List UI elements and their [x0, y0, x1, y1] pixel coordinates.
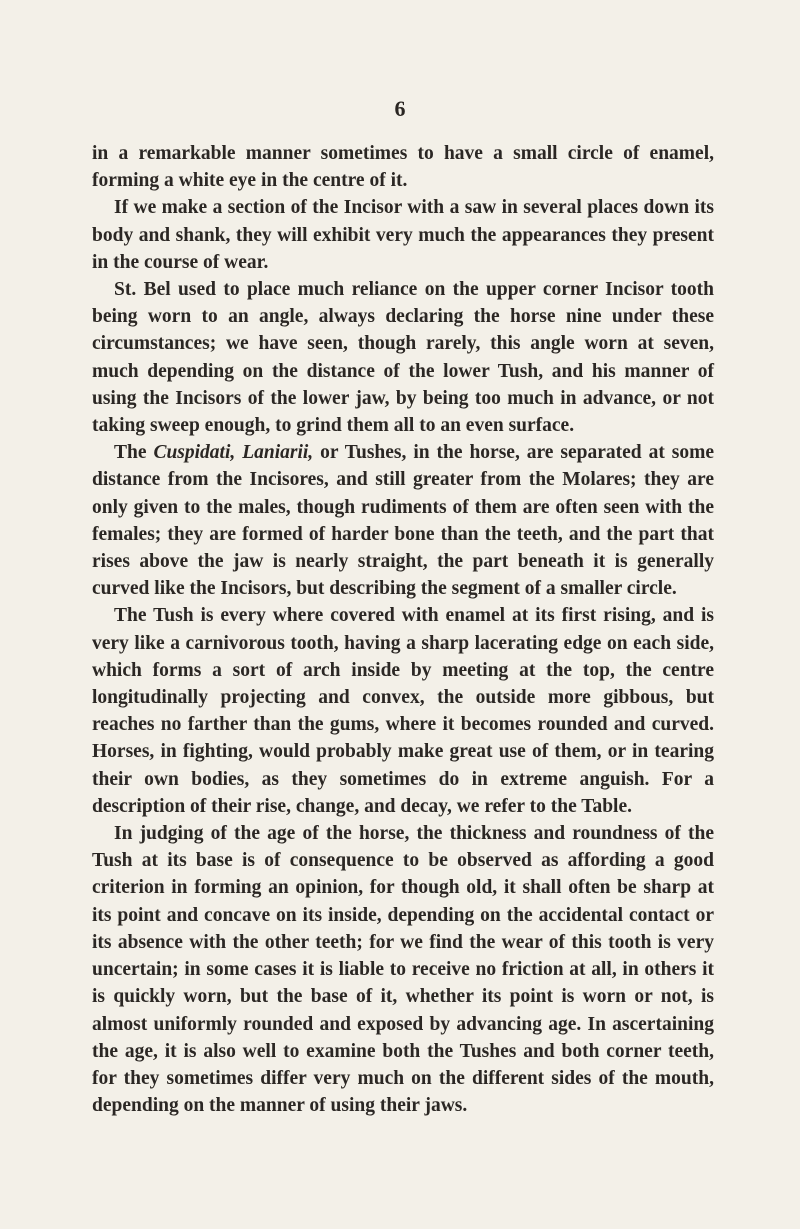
page-number: 6 — [394, 96, 406, 121]
paragraph-st-bel: St. Bel used to place much reliance on the upper corner Incisor tooth being worn to an angle, always declaring the horse nine under these circumstances; we have seen, though rarely, this angle worn at seven, much depending on the distance of the lower Tush, and his manner of using the Incisors of the lower jaw, by being too much in advance, or not taking sweep enough, to grind them all to an even surface. — [92, 279, 714, 437]
paragraph-cuspidati-lead: The — [114, 442, 154, 464]
paragraph-incisor-section: If we make a section of the Incisor with a saw in several places down its body and shank, they will exhibit very much the appearances they present in the course of wear. — [92, 197, 714, 273]
latin-terms: Cuspidati, Laniarii, — [153, 442, 314, 464]
paragraph-continuation: in a remarkable manner sometimes to have a small circle of enamel, forming a white eye in the centre of it. — [92, 143, 714, 192]
paragraph-tush-enamel: The Tush is every where covered with enamel at its first rising, and is very like a carnivorous tooth, having a sharp lacerating edge on each side, which forms a sort of arch inside by meeting at the top, the centre longitudinally projecting and convex, the outside more gibbous, but reaches no farther than the gums, where it becomes rounded and curved. Horses, in fighting, would probably make great use of them, or in tearing their own bodies, as they sometimes do in extreme anguish. For a description of their rise, change, and decay, we refer to the Table. — [92, 605, 714, 817]
body-text — [92, 140, 714, 1119]
paragraph-cuspidati-rest: or Tushes, in the horse, are separated at some distance from the Incisores, and still greater from the Molares; they are only given to the males, though rudiments of them are often seen with the females; they are formed of harder bone than the teeth, and the part that rises above the jaw is nearly straight, the part beneath it is generally curved like the Incisors, but describing the segment of a smaller circle. — [92, 442, 714, 600]
paragraph-judging-age: In judging of the age of the horse, the thickness and roundness of the Tush at its base is of consequence to be observed as affording a good criterion in forming an opinion, for though old, it shall often be sharp at its point and concave on its inside, depending on the accidental contact or its absence with the other teeth; for we find the wear of this tooth is very uncertain; in some cases it is liable to receive no friction at all, in others it is quickly worn, but the base of it, whether its point is worn or not, is almost uniformly rounded and exposed by advancing age. In ascertaining the age, it is also well to examine both the Tushes and both corner teeth, for they sometimes differ very much on the different sides of the mouth, depending on the manner of using their jaws. — [92, 823, 714, 1117]
paragraph-cuspidati — [92, 439, 714, 602]
